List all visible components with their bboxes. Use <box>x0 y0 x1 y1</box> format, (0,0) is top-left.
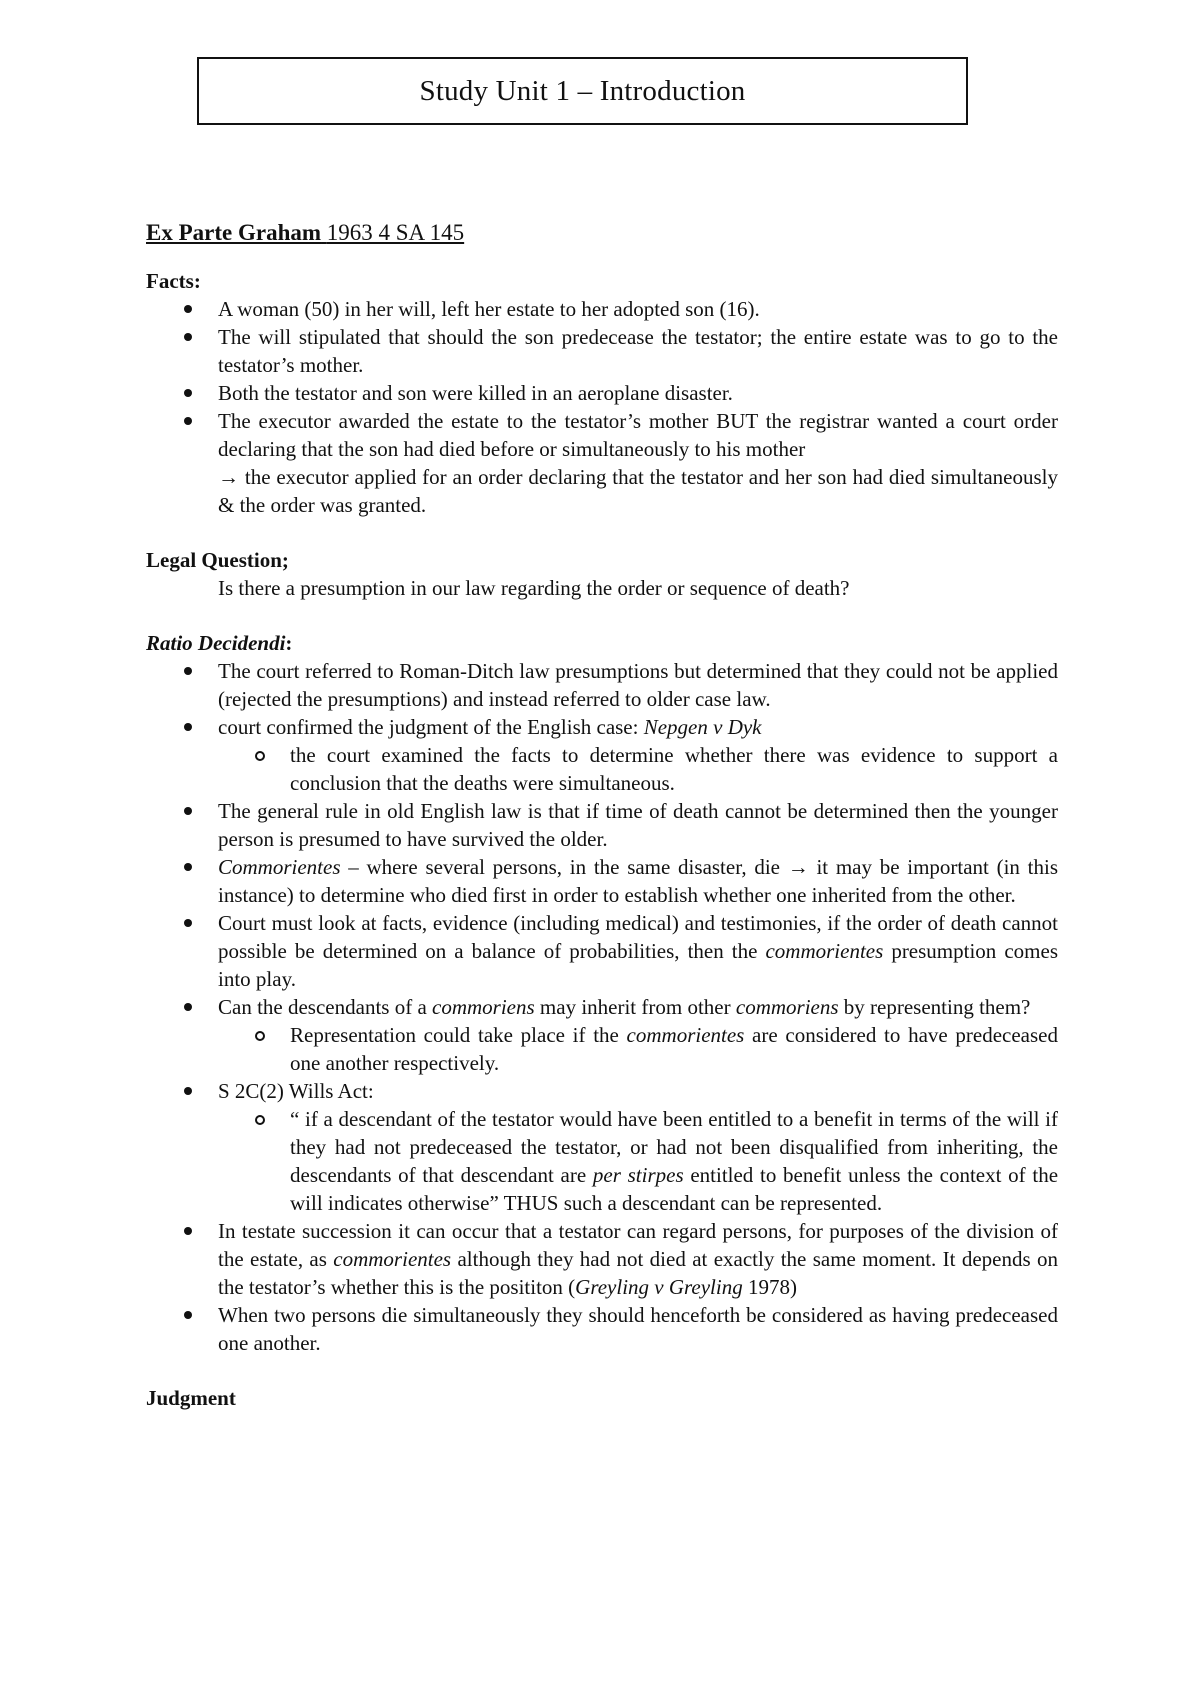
ratio-heading <box>146 629 1058 657</box>
list-item: The general rule in old English law is that if time of death cannot be determined then the younger person is presumed to have survived the older. <box>146 797 1058 853</box>
ratio-section <box>146 629 1058 1357</box>
legal-question-text: Is there a presumption in our law regarding the order or sequence of death? <box>218 576 850 600</box>
list-item <box>146 993 1058 1077</box>
term: commorientes <box>626 1023 745 1047</box>
list-item <box>146 407 1058 519</box>
list-text: “ if a descendant of the testator would have been entitled to a benefit in terms of the will if they had not predeceased the testator, or had not been disqualified from inheriting, the descendants of that descendant are <box>290 1107 1058 1187</box>
fact-text: The executor awarded the estate to the testator’s mother BUT the registrar wanted a court order declaring that the son had died before or simultaneously to his mother <box>218 409 1058 461</box>
arrow-icon: → <box>218 465 239 489</box>
list-text: by representing them? <box>838 995 1031 1019</box>
page-title: Study Unit 1 – Introduction <box>419 75 746 107</box>
sub-list <box>218 741 1058 797</box>
list-text: In testate succession it can occur that a testator can regard persons, for purposes of the division of the estate, as <box>218 1219 1058 1271</box>
legal-question-heading: Legal Question; <box>146 548 289 572</box>
list-text: court confirmed the judgment of the English case: <box>218 715 644 739</box>
list-text: Court must look at facts, evidence (including medical) and testimonies, if the order of death cannot possible be determined on a balance of probabilities, then the <box>218 911 1058 963</box>
facts-section <box>146 267 1058 519</box>
list-text: it may be important (in this instance) to determine who died first in order to establish whether one inherited from the other. <box>218 855 1058 907</box>
term: commoriens <box>735 995 839 1019</box>
list-item: The will stipulated that should the son predecease the testator; the entire estate was to go to the testator’s mother. <box>146 323 1058 379</box>
list-item <box>146 853 1058 909</box>
list-text: may inherit from other <box>534 995 736 1019</box>
facts-heading: Facts: <box>146 269 201 293</box>
term: commoriens <box>432 995 535 1019</box>
list-text: although they had not died at exactly the same moment. It depends on the testator’s whether this is the posititon ( <box>218 1247 1059 1299</box>
case-reference: Nepgen v Dyk <box>643 715 762 739</box>
list-text: entitled to benefit unless the context of the will indicates otherwise” THUS such a descendant can be represented. <box>290 1163 1059 1215</box>
term: commorientes <box>765 939 884 963</box>
list-text: are considered to have predeceased one another respectively. <box>290 1023 1058 1075</box>
list-text: S 2C(2) Wills Act: <box>218 1079 374 1103</box>
list-text: – where several persons, in the same disaster, die <box>340 855 788 879</box>
list-text: Can the descendants of a <box>218 995 433 1019</box>
legal-question-section <box>146 546 1058 602</box>
document-body <box>146 219 1058 1439</box>
list-item <box>146 909 1058 993</box>
fact-text: the executor applied for an order declaring that the testator and her son had died simultaneously & the order was granted. <box>218 465 1058 517</box>
list-item: The court referred to Roman-Ditch law presumptions but determined that they could not be applied (rejected the presumptions) and instead referred to older case law. <box>146 657 1058 713</box>
list-item: Both the testator and son were killed in an aeroplane disaster. <box>146 379 1058 407</box>
case-citation: 1963 4 SA 145 <box>326 220 465 245</box>
list-item: When two persons die simultaneously they should henceforth be considered as having predeceased one another. <box>146 1301 1058 1357</box>
term: commorientes <box>333 1247 452 1271</box>
judgment-section <box>146 1384 1058 1412</box>
sub-list <box>218 1021 1058 1077</box>
case-name: Ex Parte Graham <box>146 220 322 245</box>
sub-list-item: the court examined the facts to determine whether there was evidence to support a conclusion that the deaths were simultaneous. <box>218 741 1058 797</box>
sub-list-item <box>218 1021 1058 1077</box>
ratio-heading-colon: : <box>285 631 293 655</box>
judgment-heading: Judgment <box>146 1386 236 1410</box>
ratio-heading-label: Ratio Decidendi <box>146 631 286 655</box>
ratio-list <box>146 657 1058 1357</box>
list-item <box>146 1217 1058 1301</box>
facts-list <box>146 295 1058 519</box>
term: per stirpes <box>592 1163 684 1187</box>
list-item <box>146 1077 1058 1217</box>
sub-list <box>218 1105 1058 1217</box>
title-box <box>197 57 968 125</box>
case-reference: Greyling v Greyling <box>575 1275 743 1299</box>
sub-list-item <box>218 1105 1058 1217</box>
list-text: Representation could take place if the <box>290 1023 627 1047</box>
case-title <box>146 219 1058 247</box>
list-item: A woman (50) in her will, left her estate to her adopted son (16). <box>146 295 1058 323</box>
list-item <box>146 713 1058 797</box>
arrow-icon: → <box>787 855 809 879</box>
list-text: 1978) <box>742 1275 797 1299</box>
list-text: presumption comes into play. <box>218 939 1058 991</box>
term: Commorientes <box>218 855 341 879</box>
